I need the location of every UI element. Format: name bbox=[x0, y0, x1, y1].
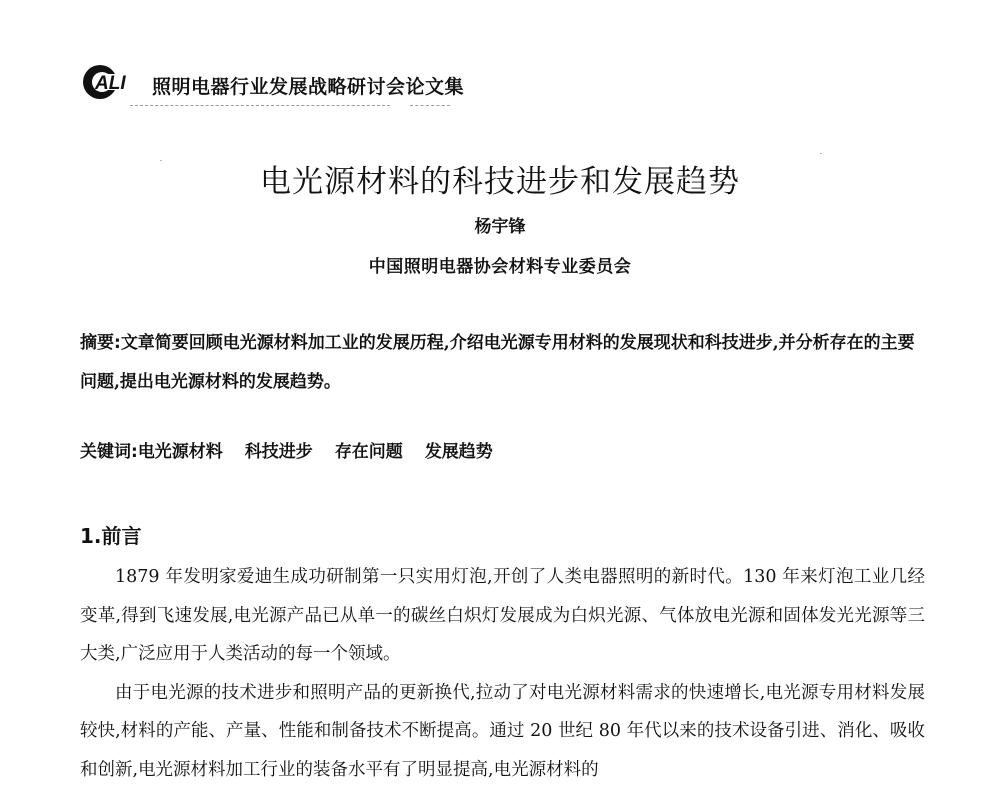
keywords bbox=[80, 438, 925, 466]
author-name: 杨宇锋 bbox=[0, 212, 1000, 237]
section-body bbox=[80, 558, 925, 789]
running-header bbox=[80, 62, 940, 106]
keyword: 科技进步 bbox=[245, 442, 313, 462]
abstract-text: 文章简要回顾电光源材料加工业的发展历程,介绍电光源专用材料的发展现状和科技进步,并分析存在的主要问题,提出电光源材料的发展趋势。 bbox=[80, 333, 915, 392]
header-divider bbox=[130, 105, 390, 106]
body-paragraph: 1879 年发明家爱迪生成功研制第一只实用灯泡,开创了人类电器照明的新时代。130 年来灯泡工业几经变革,得到飞速发展,电光源产品已从单一的碳丝白炽灯发展成为白炽光源、气体放电光源和固体发光光源等三大类,广泛应用于人类活动的每一个领域。 bbox=[80, 558, 925, 674]
scan-speck bbox=[820, 153, 822, 154]
logo-text: ALI bbox=[94, 73, 126, 94]
keywords-label: 关键词: bbox=[80, 442, 138, 462]
abstract bbox=[80, 324, 925, 402]
keyword: 存在问题 bbox=[335, 442, 403, 462]
section-heading: 1.前言 bbox=[80, 520, 142, 549]
header-divider bbox=[410, 105, 450, 106]
keyword: 发展趋势 bbox=[425, 442, 493, 462]
series-title: 照明电器行业发展战略研讨会论文集 bbox=[152, 72, 464, 99]
body-paragraph: 由于电光源的技术进步和照明产品的更新换代,拉动了对电光源材料需求的快速增长,电光源专用材料发展较快,材料的产能、产量、性能和制备技术不断提高。通过 20 世纪 80 年代以来的技术设备引进、消化、吸收和创新,电光源材料加工行业的装备水平有了明显提高,电光源材料的 bbox=[80, 674, 925, 789]
keyword: 电光源材料 bbox=[138, 442, 223, 462]
author-affiliation: 中国照明电器协会材料专业委员会 bbox=[0, 252, 1000, 277]
paper-title: 电光源材料的科技进步和发展趋势 bbox=[0, 156, 1000, 201]
abstract-label: 摘要: bbox=[80, 333, 121, 353]
cali-logo-icon bbox=[80, 62, 148, 102]
